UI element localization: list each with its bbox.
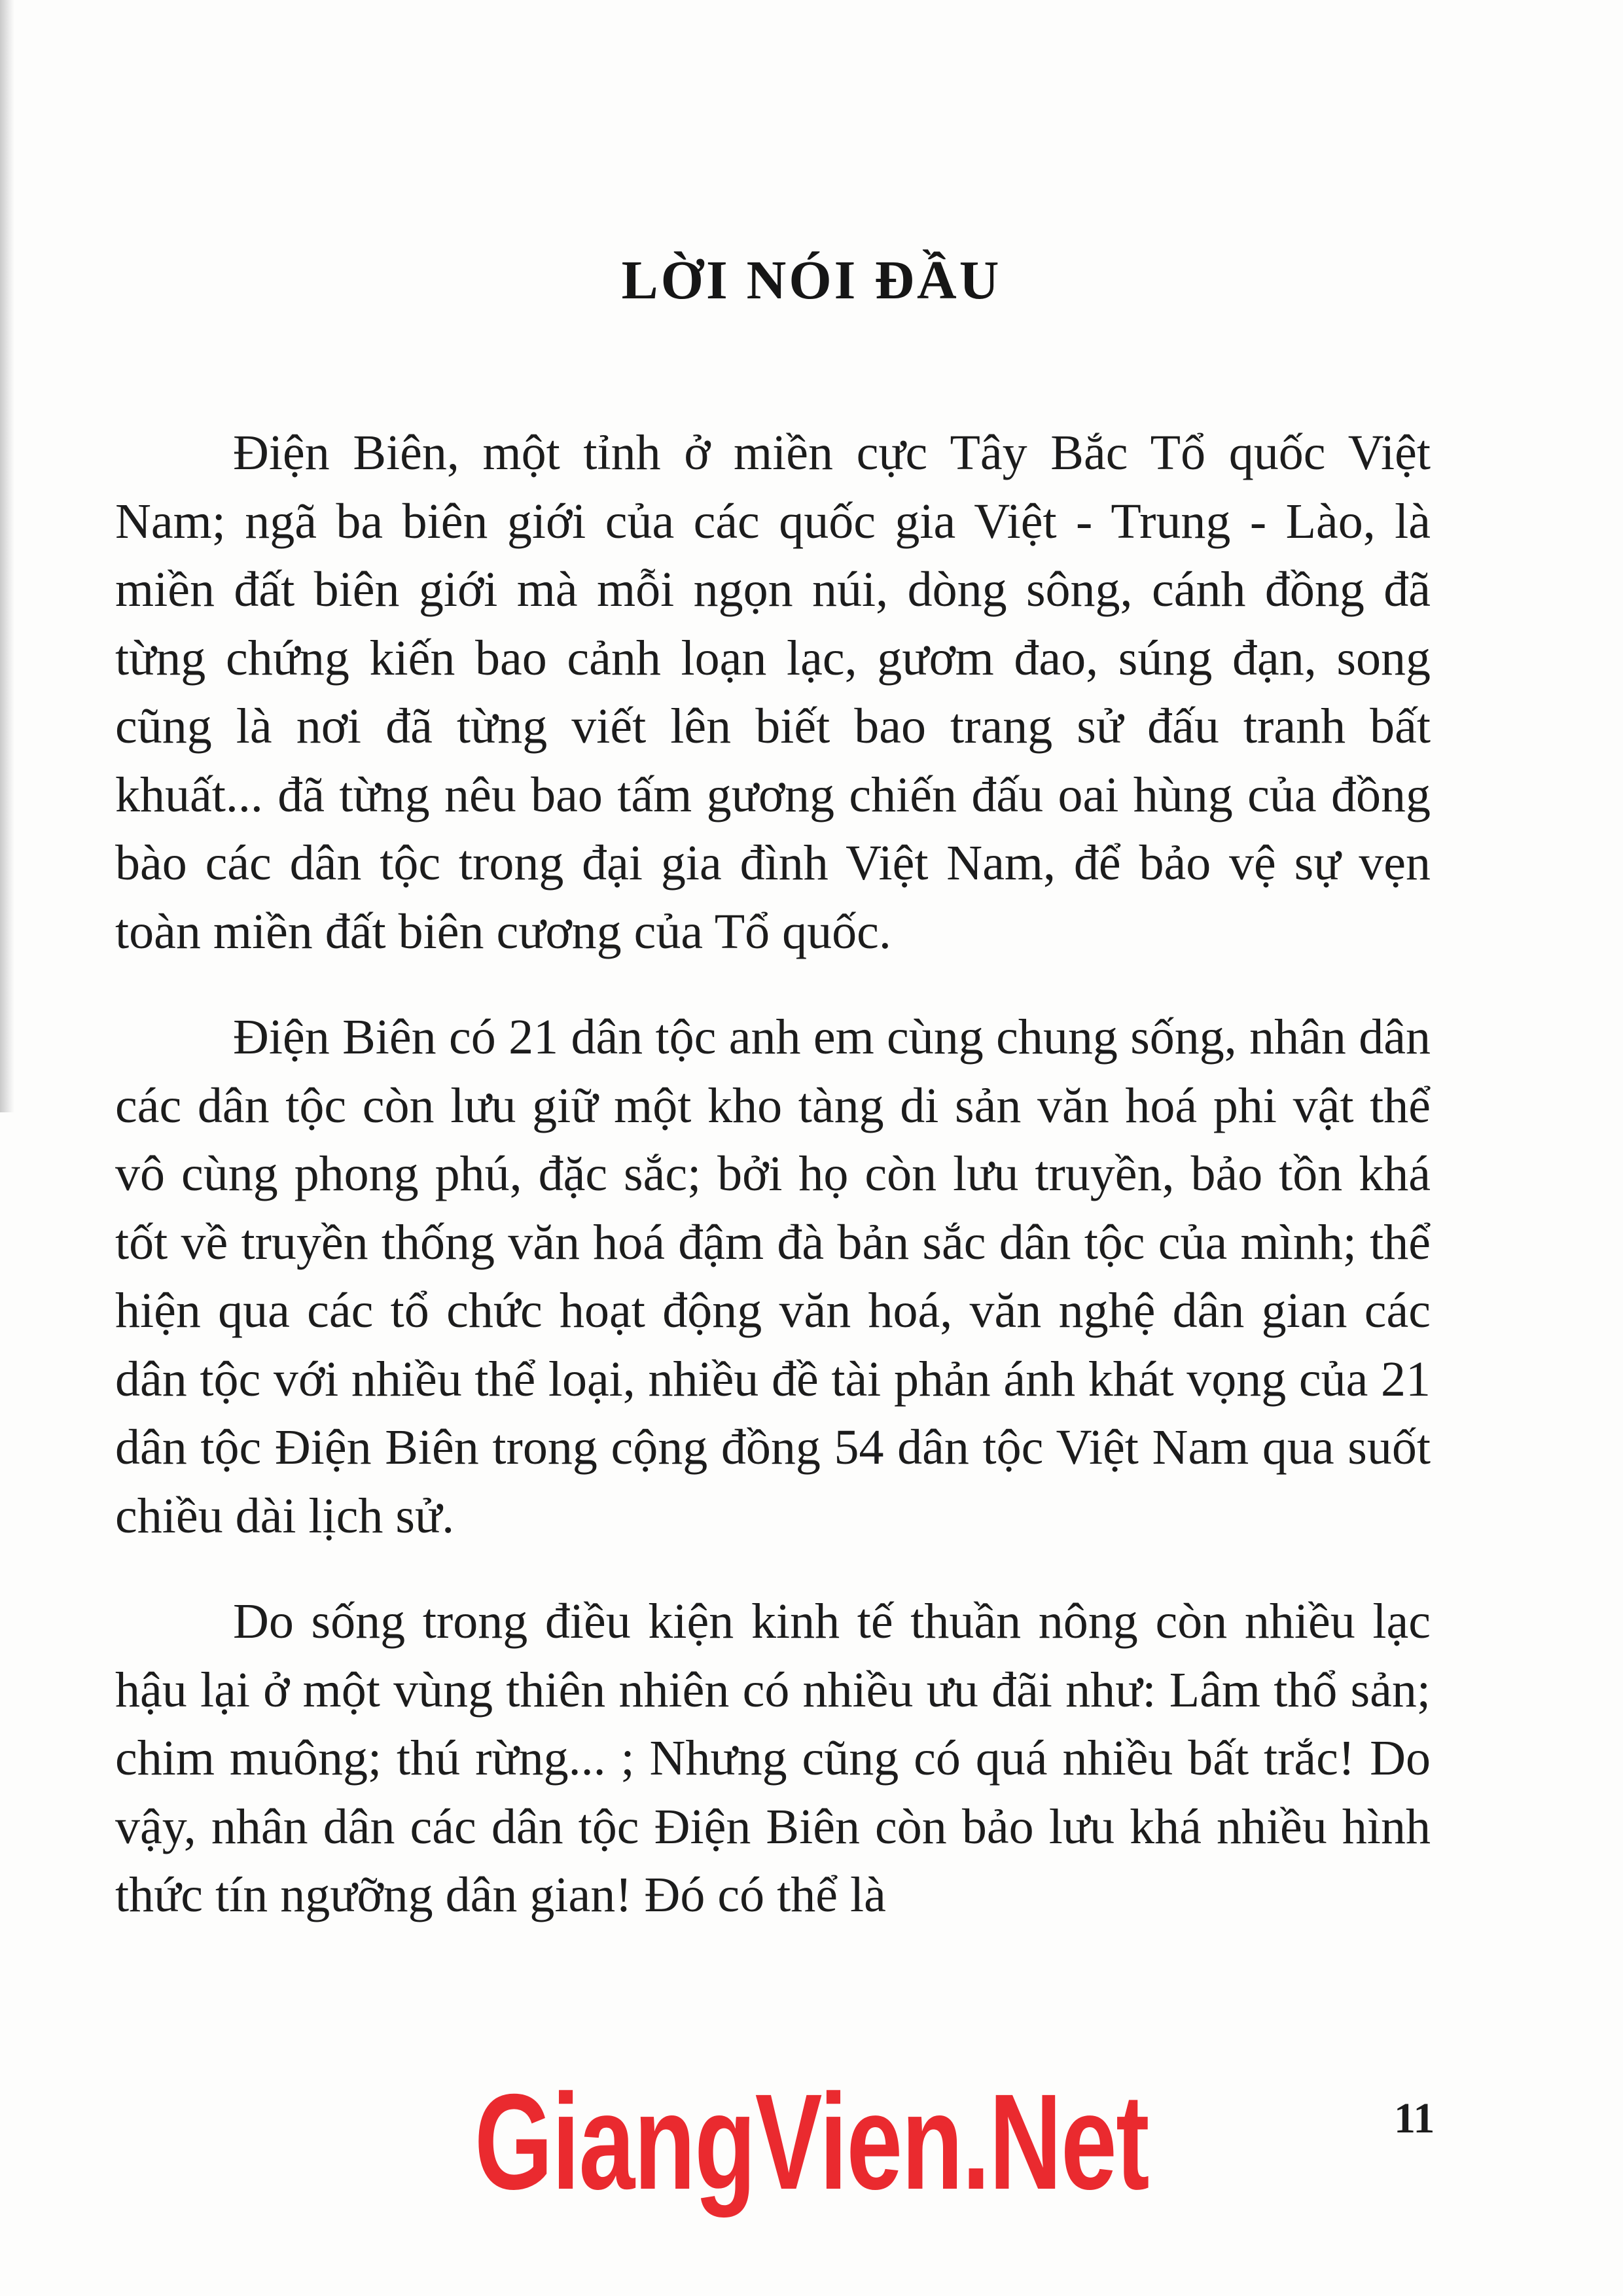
paragraph-3: Do sống trong điều kiện kinh tế thuần nông còn nhiều lạc hậu lại ở một vùng thiên nhiên có nhiều ưu đãi như: Lâm thổ sản; chim muông; thú rừng... ; Nhưng cũng có quá nhiều bất trắc! Do vậy, nhân dân các dân tộc Điện Biên còn bảo lưu khá nhiều hình thức tín ngưỡng dân gian! Đó có thể là: [115, 1594, 1431, 1922]
page-title: LỜI NÓI ĐẦU: [621, 250, 1002, 311]
scan-edge-shadow: [0, 0, 14, 1112]
body-text: [115, 419, 1431, 1967]
page-number: 11: [1394, 2094, 1435, 2142]
paragraph-1: Điện Biên, một tỉnh ở miền cực Tây Bắc Tổ quốc Việt Nam; ngã ba biên giới của các quốc gia Việt - Trung - Lào, là miền đất biên giới mà mỗi ngọn núi, dòng sông, cánh đồng đã từng chứng kiến bao cảnh loạn lạc, gươm đao, súng đạn, song cũng là nơi đã từng viết lên biết bao trang sử đấu tranh bất khuất... đã từng nêu bao tấm gương chiến đấu oai hùng của đồng bào các dân tộc trong đại gia đình Việt Nam, để bảo vệ sự vẹn toàn miền đất biên cương của Tổ quốc.: [115, 425, 1431, 959]
paragraph-2: Điện Biên có 21 dân tộc anh em cùng chung sống, nhân dân các dân tộc còn lưu giữ một kho tàng di sản văn hoá phi vật thể vô cùng phong phú, đặc sắc; bởi họ còn lưu truyền, bảo tồn khá tốt về truyền thống văn hoá đậm đà bản sắc dân tộc của mình; thể hiện qua các tổ chức hoạt động văn hoá, văn nghệ dân gian các dân tộc với nhiều thể loại, nhiều đề tài phản ánh khát vọng của 21 dân tộc Điện Biên trong cộng đồng 54 dân tộc Việt Nam qua suốt chiều dài lịch sử.: [115, 1010, 1431, 1544]
watermark-logo: GiangVien.Net: [474, 2066, 1149, 2218]
